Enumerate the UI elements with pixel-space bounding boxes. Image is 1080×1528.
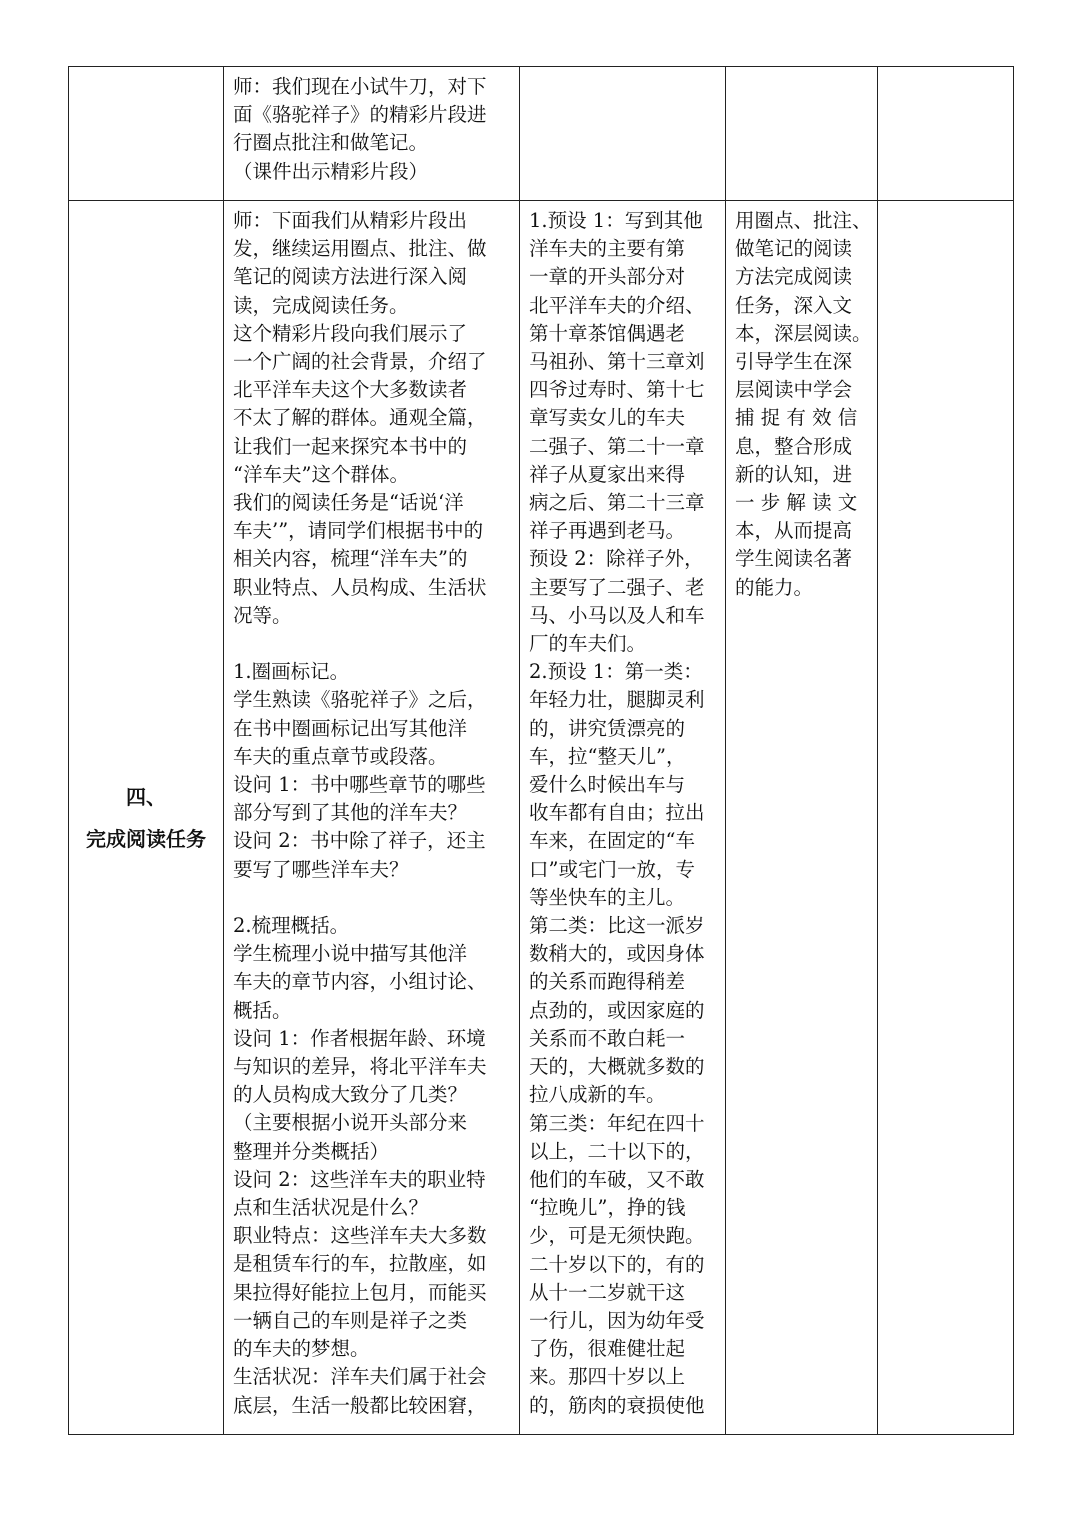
text-line: 马、小马以及人和车 — [529, 603, 705, 627]
text-line: 我们的阅读任务是“话说‘洋 — [233, 491, 464, 515]
design-intent-cell — [726, 201, 878, 1435]
stage-number: 四、 — [126, 784, 166, 809]
text-line: 设问 2：这些洋车夫的职业特 — [233, 1167, 486, 1191]
text-line: 设问 1：书中哪些章节的哪些 — [233, 773, 486, 797]
text-line: 车，拉“整天儿”， — [529, 744, 686, 768]
text-line: 概括。 — [233, 998, 292, 1022]
text-line: 了伤，很难健壮起 — [529, 1337, 686, 1361]
text-line: 年轻力壮，腿脚灵利 — [529, 688, 705, 712]
text-line: 以上，二十以下的， — [529, 1139, 705, 1163]
text-line: 数稍大的，或因身体 — [529, 942, 705, 966]
text-line: 天的，大概就多数的 — [529, 1055, 705, 1079]
text-line: 师：下面我们从精彩片段出 — [233, 209, 468, 232]
text-line: 章写卖女儿的车夫 — [529, 406, 686, 430]
text-line: （主要根据小说开头部分来 — [233, 1111, 468, 1135]
text-line: 学生熟读《骆驼祥子》之后， — [233, 688, 487, 712]
text-line: 祥子再遇到老马。 — [529, 519, 686, 543]
text-line: 车夫’”，请同学们根据书中的 — [233, 519, 484, 543]
text-line: 第十章茶馆偶遇老 — [529, 321, 686, 345]
text-line: 车夫的重点章节或段落。 — [233, 744, 448, 768]
text-line: 预设 2：除祥子外， — [529, 547, 704, 571]
text-line: 口”或宅门一放，专 — [529, 857, 695, 881]
text-line: 生活状况：洋车夫们属于社会 — [233, 1365, 487, 1389]
text-line: 职业特点、人员构成、生活状 — [233, 575, 487, 599]
text-line: 的，筋肉的衰损使他 — [529, 1393, 705, 1417]
teacher-activity-text — [224, 67, 519, 186]
text-line: 一行儿，因为幼年受 — [529, 1308, 705, 1332]
table-row — [69, 201, 1014, 1435]
text-line: 主要写了二强子、老 — [529, 575, 705, 599]
text-line: 马祖孙、第十三章刘 — [529, 350, 705, 374]
text-line: 一章的开头部分对 — [529, 265, 686, 289]
text-line: 北平洋车夫这个大多数读者 — [233, 378, 468, 402]
text-line: 发，继续运用圈点、批注、做 — [233, 237, 487, 261]
text-line: 相关内容，梳理“洋车夫”的 — [233, 547, 468, 571]
stage-title: 完成阅读任务 — [86, 826, 206, 851]
text-line: 关系而不敢白耗一 — [529, 1026, 686, 1050]
text-line: 点劲的，或因家庭的 — [529, 998, 705, 1022]
text-line: 第二类：比这一派岁 — [529, 914, 705, 938]
student-activity-cell — [520, 201, 726, 1435]
text-line: 方法完成阅读 — [735, 265, 853, 289]
text-line: 第三类：年纪在四十 — [529, 1111, 705, 1135]
text-line: 底层，生活一般都比较困窘， — [233, 1393, 487, 1417]
text-line: 师：我们现在小试牛刀，对下 — [233, 75, 487, 98]
text-line: 少，可是无须快跑。 — [529, 1224, 705, 1248]
text-line: 用圈点、批注、 — [735, 209, 872, 232]
text-line: 拉八成新的车。 — [529, 1083, 666, 1107]
text-line: 学生阅读名著 — [735, 547, 853, 571]
text-line: 设问 2：书中除了祥子，还主 — [233, 829, 486, 853]
text-line: 他们的车破，又不敢 — [529, 1167, 705, 1191]
text-line: 是租赁车行的车，拉散座，如 — [233, 1252, 487, 1276]
text-line: 病之后、第二十三章 — [529, 491, 705, 515]
text-line: 收车都有自由；拉出 — [529, 801, 705, 825]
text-line: 2.预设 1：第一类： — [529, 660, 703, 684]
text-line: 二强子、第二十一章 — [529, 434, 705, 458]
teacher-activity-text — [224, 201, 519, 1420]
text-line: 1.预设 1：写到其他 — [529, 209, 703, 232]
teacher-activity-cell — [224, 201, 520, 1435]
text-line: 的，讲究赁漂亮的 — [529, 716, 686, 740]
design-intent-text — [726, 201, 877, 602]
blank-line — [233, 630, 513, 658]
text-line: 一个广阔的社会背景，介绍了 — [233, 350, 487, 374]
text-line: 的车夫的梦想。 — [233, 1337, 370, 1361]
text-line: 整理并分类概括） — [233, 1139, 390, 1163]
text-line: 与知识的差异，将北平洋车夫 — [233, 1055, 487, 1079]
text-line: 这个精彩片段向我们展示了 — [233, 321, 468, 345]
text-line: 任务，深入文 — [735, 293, 853, 317]
text-line: 点和生活状况是什么？ — [233, 1196, 429, 1220]
notes-cell-empty — [878, 67, 1014, 201]
text-line: 层阅读中学会 — [735, 378, 853, 402]
student-activity-text — [520, 201, 725, 1420]
text-line: 学生梳理小说中描写其他洋 — [233, 942, 468, 966]
text-line: 来。那四十岁以上 — [529, 1365, 686, 1389]
student-activity-cell-empty — [520, 67, 726, 201]
text-line: 车夫的章节内容，小组讨论、 — [233, 970, 487, 994]
text-line: 要写了哪些洋车夫？ — [233, 857, 409, 881]
text-line: 本，从而提高 — [735, 519, 853, 543]
text-line: 况等。 — [233, 603, 292, 627]
text-line: 洋车夫的主要有第 — [529, 237, 686, 261]
blank-line — [233, 884, 513, 912]
text-line: “拉晚儿”，挣的钱 — [529, 1196, 686, 1220]
text-line: 祥子从夏家出来得 — [529, 462, 686, 486]
text-line: “洋车夫”这个群体。 — [233, 462, 409, 486]
text-line: 的关系而跑得稍差 — [529, 970, 686, 994]
text-line: 新的认知，进 — [735, 462, 853, 486]
text-line: 二十岁以下的，有的 — [529, 1252, 705, 1276]
text-line: 笔记的阅读方法进行深入阅 — [233, 265, 468, 289]
text-line: 设问 1：作者根据年龄、环境 — [233, 1026, 486, 1050]
text-line: 1.圈画标记。 — [233, 660, 350, 684]
text-line: 引导学生在深 — [735, 350, 853, 374]
text-line: 息，整合形成 — [735, 434, 853, 458]
text-line: 北平洋车夫的介绍、 — [529, 293, 705, 317]
text-line: 职业特点：这些洋车夫大多数 — [233, 1224, 487, 1248]
text-line: 行圈点批注和做笔记。 — [233, 131, 429, 155]
text-line: （课件出示精彩片段） — [233, 159, 429, 183]
stage-cell — [69, 201, 224, 1435]
text-line: 一辆自己的车则是祥子之类 — [233, 1308, 468, 1332]
text-line: 从十一二岁就干这 — [529, 1280, 686, 1304]
text-line: 在书中圈画标记出写其他洋 — [233, 716, 468, 740]
stage-cell-empty — [69, 67, 224, 201]
text-line: 厂的车夫们。 — [529, 632, 647, 656]
text-line: 一 步 解 读 文 — [735, 491, 858, 515]
design-intent-cell-empty — [726, 67, 878, 201]
table-row — [69, 67, 1014, 201]
text-line: 读，完成阅读任务。 — [233, 293, 409, 317]
text-line: 爱什么时候出车与 — [529, 773, 686, 797]
text-line: 的人员构成大致分了几类？ — [233, 1083, 468, 1107]
text-line: 的能力。 — [735, 575, 814, 599]
text-line: 面《骆驼祥子》的精彩片段进 — [233, 103, 487, 127]
text-line: 部分写到了其他的洋车夫？ — [233, 801, 468, 825]
text-line: 本，深层阅读。 — [735, 321, 872, 345]
lesson-plan-table — [68, 66, 1014, 1435]
text-line: 不太了解的群体。通观全篇， — [233, 406, 487, 430]
text-line: 做笔记的阅读 — [735, 237, 853, 261]
text-line: 捕 捉 有 效 信 — [735, 406, 858, 430]
text-line: 四爷过寿时、第十七 — [529, 378, 705, 402]
text-line: 让我们一起来探究本书中的 — [233, 434, 468, 458]
notes-cell-empty — [878, 201, 1014, 1435]
text-line: 车来，在固定的“车 — [529, 829, 695, 853]
text-line: 等坐快车的主儿。 — [529, 885, 686, 909]
text-line: 2.梳理概括。 — [233, 914, 350, 938]
text-line: 果拉得好能拉上包月，而能买 — [233, 1280, 487, 1304]
teacher-activity-cell — [224, 67, 520, 201]
